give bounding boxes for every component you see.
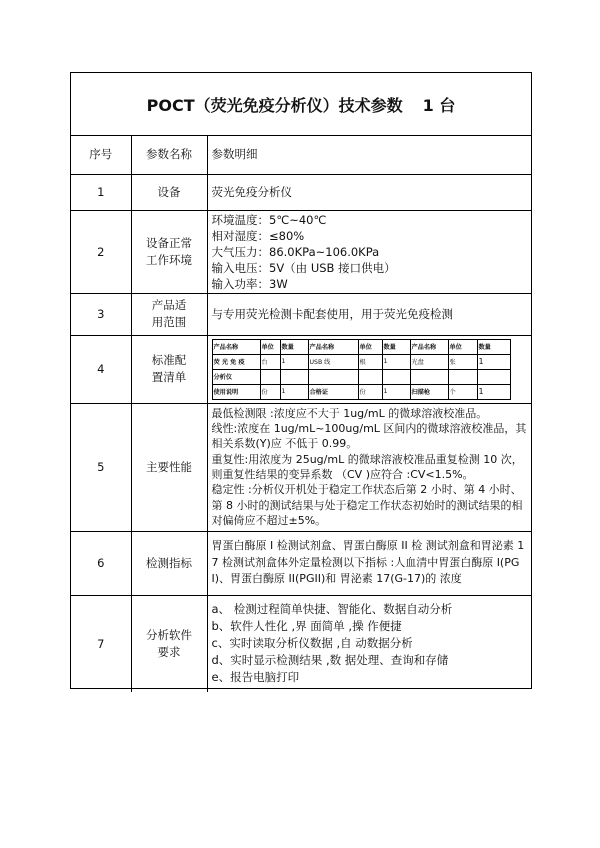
config-cell-item: USB 线 (308, 354, 358, 369)
name-line: 置清单 (151, 370, 187, 384)
row-no: 2 (71, 210, 131, 293)
table-row (71, 293, 531, 335)
config-cell-empty (448, 369, 477, 384)
detail-line: 环境温度：5℃~40℃ (211, 212, 327, 227)
config-cell-unit: 根 (358, 354, 382, 369)
software-line: a、 检测过程简单快捷、智能化、数据自动分析 (211, 602, 453, 617)
software-line: d、实时显示检测结果 ,数 据处理、查询和存储 (211, 653, 449, 668)
config-cell-item: 分析仪 (212, 369, 260, 384)
name-line: 要求 (157, 644, 181, 659)
spec-sheet (70, 72, 532, 689)
config-cell-qty: 1 (477, 354, 510, 369)
row-name (131, 210, 207, 293)
config-cell-item: 荧 光 免 疫 (212, 354, 260, 369)
row-detail: 胃蛋白酶原 I 检测试剂盒、胃蛋白酶原 II 检 测试剂盒和胃泌素 17 检测试剂盒体外定量检测以下指标 :人血清中胃蛋白酶原 I(PG I)、胃蛋白酶原 II(PGII)和 胃泌素 17(G-17)的 浓度 (207, 531, 531, 595)
config-header: 产品名称 (308, 339, 358, 354)
config-cell-empty (308, 369, 358, 384)
row-name: 主要性能 (131, 403, 207, 531)
name-line: 标准配 (151, 353, 187, 367)
software-line: e、报告电脑打印 (211, 670, 300, 685)
config-cell-empty (358, 369, 382, 384)
detail-line: 输入功率：3W (211, 276, 288, 291)
config-cell-item: 使用说明 (212, 384, 260, 399)
header-name: 参数名称 (131, 135, 207, 174)
row-no: 1 (71, 174, 131, 210)
name-line: 用范围 (151, 315, 187, 329)
config-cell-qty: 1 (280, 354, 308, 369)
row-detail: 荧光免疫分析仪 (207, 174, 531, 210)
name-line: 设备正常 (146, 235, 192, 250)
perf-paragraph: 最低检测限 :浓度应不大于 1ug/mL 的微球溶液校准品。 (211, 406, 488, 420)
software-line: b、软件人性化 ,界 面简单 ,操 作便捷 (211, 619, 402, 634)
row-detail (207, 403, 531, 531)
config-header: 单位 (358, 339, 382, 354)
software-line: c、实时读取分析仪数据 ,自 动数据分析 (211, 636, 413, 651)
config-cell-qty: 1 (280, 384, 308, 399)
config-cell (207, 335, 531, 403)
config-header: 产品名称 (410, 339, 448, 354)
detail-line: 相对湿度：≤80% (211, 228, 305, 243)
name-line: 分析软件 (146, 627, 192, 642)
spec-table (71, 135, 531, 692)
row-name: 设备 (131, 174, 207, 210)
config-cell-unit: 张 (448, 354, 477, 369)
config-cell-qty: 1 (477, 384, 510, 399)
config-header: 单位 (448, 339, 477, 354)
config-row-continued (212, 369, 510, 384)
config-cell-unit: 台 (260, 354, 280, 369)
config-cell-empty (382, 369, 410, 384)
config-header: 数量 (280, 339, 308, 354)
detail-line: 大气压力：86.0KPa~106.0KPa (211, 244, 380, 259)
table-row (71, 595, 531, 692)
row-no: 3 (71, 293, 131, 335)
row-name: 检测指标 (131, 531, 207, 595)
title-text: POCT（荧光免疫分析仪）技术参数 (146, 95, 403, 115)
table-row (71, 335, 531, 403)
perf-paragraph: 重复性:用浓度为 25ug/mL 的微球溶液校准品重复检测 10 次，则重复性结果的变异系数 （CV )应符合 :CV<1.5%。 (211, 452, 523, 481)
config-cell-item: 光盘 (410, 354, 448, 369)
document-title (71, 73, 531, 136)
config-header: 数量 (382, 339, 410, 354)
perf-paragraph: 线性:浓度在 1ug/mL~100ug/mL 区间内的微球溶液校准品，其相关系数(Y)应 不低于 0.99。 (211, 422, 527, 451)
name-line: 工作环境 (146, 252, 192, 267)
config-cell-unit: 份 (260, 384, 280, 399)
row-detail (207, 210, 531, 293)
table-row (71, 531, 531, 595)
config-header: 产品名称 (212, 339, 260, 354)
detail-line: 输入电压：5V（由 USB 接口供电） (211, 260, 396, 275)
table-row (71, 174, 531, 210)
config-cell-empty (280, 369, 308, 384)
config-header-row (212, 339, 510, 354)
row-no: 4 (71, 335, 131, 403)
config-header: 数量 (477, 339, 510, 354)
row-name (131, 595, 207, 692)
row-no: 7 (71, 595, 131, 692)
config-cell-unit: 份 (358, 384, 382, 399)
row-no: 5 (71, 403, 131, 531)
header-row (71, 135, 531, 174)
config-cell-unit: 个 (448, 384, 477, 399)
row-name (131, 293, 207, 335)
table-row (71, 210, 531, 293)
config-cell-qty: 1 (382, 354, 410, 369)
row-name (131, 335, 207, 403)
config-row (212, 384, 510, 399)
config-cell-item: 扫描枪 (410, 384, 448, 399)
config-row (212, 354, 510, 369)
config-header: 单位 (260, 339, 280, 354)
config-cell-empty (477, 369, 510, 384)
row-detail (207, 595, 531, 692)
config-cell-item: 合格证 (308, 384, 358, 399)
row-detail: 与专用荧光检测卡配套使用，用于荧光免疫检测 (207, 293, 531, 335)
config-cell-empty (260, 369, 280, 384)
row-no: 6 (71, 531, 131, 595)
header-no: 序号 (71, 135, 131, 174)
config-table (212, 339, 511, 400)
header-detail: 参数明细 (207, 135, 531, 174)
table-row (71, 403, 531, 531)
name-line: 产品适 (151, 298, 187, 312)
config-cell-qty: 1 (382, 384, 410, 399)
title-quantity: 1 台 (422, 95, 456, 115)
config-cell-empty (410, 369, 448, 384)
perf-paragraph: 稳定性 :分析仪开机处于稳定工作状态后第 2 小时、第 4 小时、第 8 小时的测试结果与处于稳定工作状态初始时的测试结果的相对偏倚应不超过±5%。 (211, 483, 523, 527)
